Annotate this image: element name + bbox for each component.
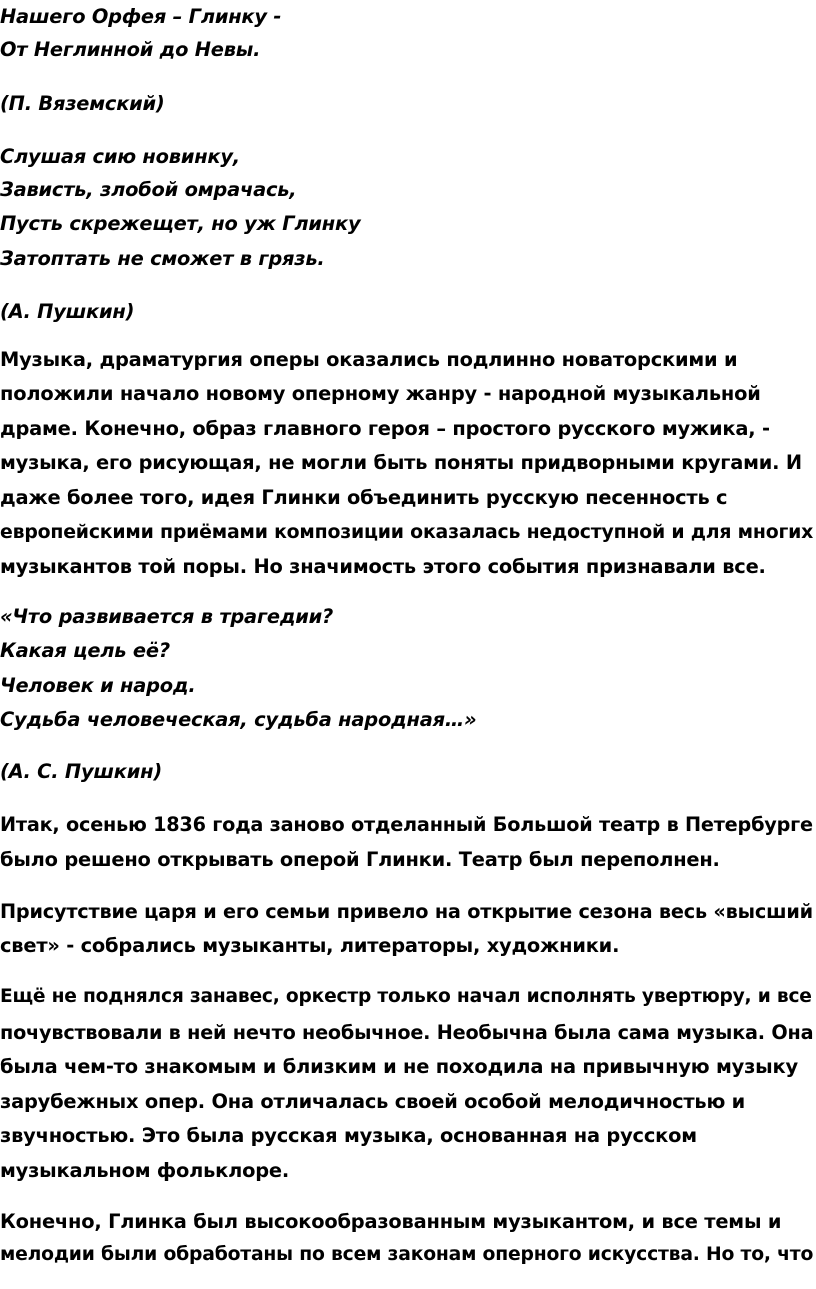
paragraph-4-line: Ещё не поднялся занавес, оркестр только начал исполнять увертюру, и все [0, 986, 812, 1007]
paragraph-1-line: Музыка, драматургия оперы оказались подлинно новаторскими и [0, 348, 738, 371]
epigraph-2-line: Пусть скрежещет, но уж Глинку [0, 212, 361, 235]
paragraph-4-line: почувствовали в ней нечто необычное. Необычна была сама музыка. Она [0, 1021, 814, 1044]
paragraph-5-line: Конечно, Глинка был высокообразованным музыкантом, и все темы и [0, 1210, 782, 1233]
paragraph-1-line: даже более того, идея Глинки объединить русскую песенность с [0, 486, 728, 509]
epigraph-2-line: Зависть, злобой омрачась, [0, 178, 297, 201]
paragraph-4-line: звучностью. Это была русская музыка, основанная на русском [0, 1124, 697, 1147]
paragraph-3-line: Присутствие царя и его семьи привело на открытие сезона весь «высший [0, 900, 813, 923]
paragraph-1-line: европейскими приёмами композиции оказалась недоступной и для многих [0, 521, 814, 543]
paragraph-4-line: была чем-то знакомым и близким и не походила на привычную музыку [0, 1055, 798, 1078]
paragraph-1-line: положили начало новому оперному жанру - народной музыкальной [0, 382, 761, 405]
paragraph-4-line: зарубежных опер. Она отличалась своей особой мелодичностью и [0, 1090, 746, 1113]
paragraph-2-line: было решено открывать оперой Глинки. Театр был переполнен. [0, 848, 720, 871]
epigraph-2-line: Затоптать не сможет в грязь. [0, 247, 325, 270]
quote-author: (А. С. Пушкин) [0, 760, 163, 783]
epigraph-1-line: От Неглинной до Невы. [0, 38, 261, 61]
paragraph-3-line: свет» - собрались музыканты, литераторы, художники. [0, 934, 620, 957]
paragraph-5-line: мелодии были обработаны по всем законам оперного искусства. Но то, что [0, 1244, 814, 1265]
epigraph-1-author: (П. Вяземский) [0, 92, 165, 115]
epigraph-2-author: (А. Пушкин) [0, 300, 135, 323]
quote-line: Судьба человеческая, судьба народная…» [0, 708, 477, 731]
paragraph-4-line: музыкальном фольклоре. [0, 1159, 290, 1182]
quote-line: Какая цель её? [0, 639, 170, 662]
epigraph-1-line: Нашего Орфея – Глинку - [0, 5, 282, 28]
paragraph-1-line: драме. Конечно, образ главного героя – простого русского мужика, - [0, 417, 770, 440]
epigraph-2-line: Слушая сию новинку, [0, 145, 240, 168]
paragraph-1-line: музыка, его рисующая, не могли быть поняты придворными кругами. И [0, 451, 802, 474]
quote-line: «Что развивается в трагедии? [0, 605, 334, 628]
quote-line: Человек и народ. [0, 674, 196, 697]
paragraph-1-line: музыкантов той поры. Но значимость этого события признавали все. [0, 555, 766, 578]
paragraph-2-line: Итак, осенью 1836 года заново отделанный Большой театр в Петербурге [0, 813, 813, 836]
